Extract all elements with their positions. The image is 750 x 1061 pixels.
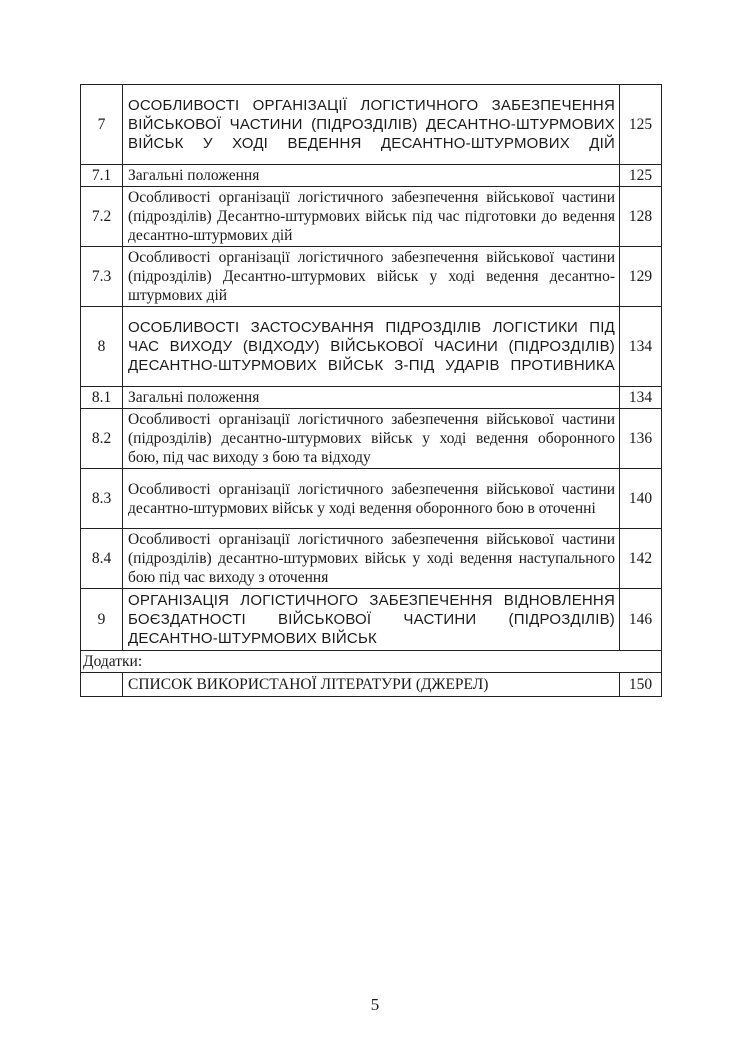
toc-title: ОСОБЛИВОСТІ ОРГАНІЗАЦІЇ ЛОГІСТИЧНОГО ЗАБЕЗПЕЧЕННЯ ВІЙСЬКОВОЇ ЧАСТИНИ (ПІДРОЗДІЛІВ) ДЕСАНТНО-ШТУРМОВИХ ВІЙСЬК У ХОДІ ВЕДЕННЯ ДЕСАНТНО-ШТУРМОВИХ ДІЙ bbox=[123, 85, 620, 165]
table-of-contents bbox=[80, 84, 662, 697]
toc-page: 136 bbox=[620, 409, 662, 469]
toc-title: Особливості організації логістичного забезпечення військової частини (підрозділів) Десантно-штурмових військ у ході ведення десантно-штурмових дій bbox=[123, 247, 620, 307]
toc-number: 9 bbox=[81, 589, 123, 651]
toc-number: 8.2 bbox=[81, 409, 123, 469]
toc-title: ОСОБЛИВОСТІ ЗАСТОСУВАННЯ ПІДРОЗДІЛІВ ЛОГІСТИКИ ПІД ЧАС ВИХОДУ (ВІДХОДУ) ВІЙСЬКОВОЇ ЧАСИНИ (ПІДРОЗДІЛІВ) ДЕСАНТНО-ШТУРМОВИХ ВІЙСЬК З-ПІД УДАРІВ ПРОТИВНИКА bbox=[123, 307, 620, 387]
toc-page: 125 bbox=[620, 165, 662, 187]
toc-row-9 bbox=[81, 589, 662, 651]
toc-row-8 bbox=[81, 307, 662, 387]
toc-page: 142 bbox=[620, 529, 662, 589]
appendix-label: Додатки: bbox=[81, 651, 662, 673]
toc-number: 8.4 bbox=[81, 529, 123, 589]
toc-number: 7.1 bbox=[81, 165, 123, 187]
toc-number bbox=[81, 673, 123, 697]
toc-row-bibliography bbox=[81, 673, 662, 697]
toc-title: СПИСОК ВИКОРИСТАНОЇ ЛІТЕРАТУРИ (ДЖЕРЕЛ) bbox=[123, 673, 620, 697]
toc-page: 146 bbox=[620, 589, 662, 651]
toc-page: 129 bbox=[620, 247, 662, 307]
toc-row-7-1 bbox=[81, 165, 662, 187]
toc-page: 128 bbox=[620, 187, 662, 247]
toc-page: 134 bbox=[620, 307, 662, 387]
toc-number: 8.1 bbox=[81, 387, 123, 409]
toc-title: Загальні положення bbox=[123, 165, 620, 187]
toc-number: 8.3 bbox=[81, 469, 123, 529]
toc-row-8-4 bbox=[81, 529, 662, 589]
toc-row-7-2 bbox=[81, 187, 662, 247]
toc-number: 7.2 bbox=[81, 187, 123, 247]
toc-number: 8 bbox=[81, 307, 123, 387]
toc-title: Особливості організації логістичного забезпечення військової частини (підрозділів) десантно-штурмових військ у ході ведення наступального бою під час виходу з оточення bbox=[123, 529, 620, 589]
toc-page: 134 bbox=[620, 387, 662, 409]
toc-row-7-3 bbox=[81, 247, 662, 307]
toc-title: Особливості організації логістичного забезпечення військової частини десантно-штурмових військ у ході ведення оборонного бою в оточенні bbox=[123, 469, 620, 529]
toc-page: 150 bbox=[620, 673, 662, 697]
toc-row-8-3 bbox=[81, 469, 662, 529]
toc-page: 140 bbox=[620, 469, 662, 529]
toc-row-8-1 bbox=[81, 387, 662, 409]
toc-row-8-2 bbox=[81, 409, 662, 469]
toc-title: Загальні положення bbox=[123, 387, 620, 409]
toc-number: 7 bbox=[81, 85, 123, 165]
toc-number: 7.3 bbox=[81, 247, 123, 307]
page-number: 5 bbox=[370, 995, 380, 1014]
toc-page: 125 bbox=[620, 85, 662, 165]
toc-row-appendix bbox=[81, 651, 662, 673]
toc-title: Особливості організації логістичного забезпечення військової частини (підрозділів) Десантно-штурмових військ під час підготовки до ведення десантно-штурмових дій bbox=[123, 187, 620, 247]
toc-title: Особливості організації логістичного забезпечення військової частини (підрозділів) десантно-штурмових військ у ході ведення оборонного бою, під час виходу з бою та відходу bbox=[123, 409, 620, 469]
toc-title: ОРГАНІЗАЦІЯ ЛОГІСТИЧНОГО ЗАБЕЗПЕЧЕННЯ ВІДНОВЛЕННЯ БОЄЗДАТНОСТІ ВІЙСЬКОВОЇ ЧАСТИНИ (ПІДРОЗДІЛІВ) ДЕСАНТНО-ШТУРМОВИХ ВІЙСЬК bbox=[123, 589, 620, 651]
toc-row-7 bbox=[81, 85, 662, 165]
